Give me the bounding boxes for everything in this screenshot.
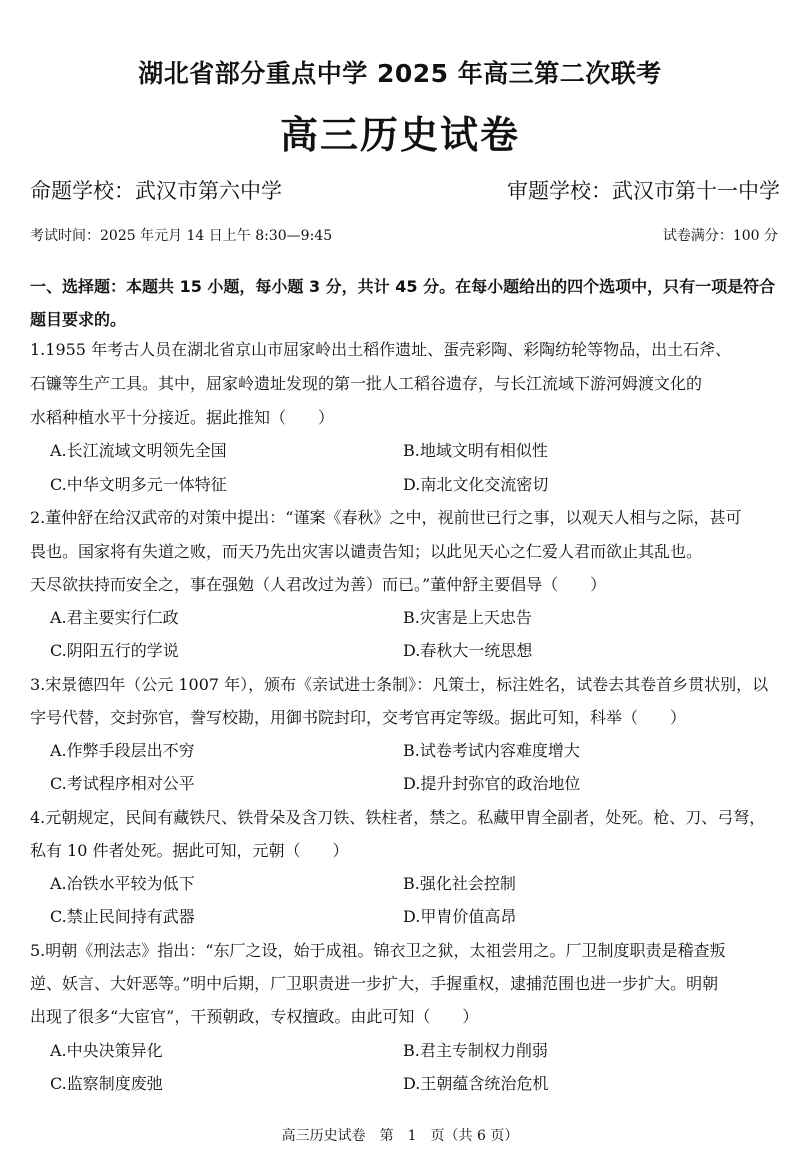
question-4-option-d: D.甲胄价值高昂 [403,907,517,926]
question-3-option-d: D.提升封弥官的政治地位 [403,774,581,793]
exam-title: 湖北省部分重点中学 2025 年高三第二次联考 [138,59,662,88]
question-5-option-a: A.中央决策异化 [50,1041,163,1060]
page-footer: 高三历史试卷 第 1 页（共 6 页） [281,1128,519,1144]
question-1-option-a: A.长江流域文明领先全国 [50,441,227,460]
question-5-option-b: B.君主专制权力削弱 [403,1041,548,1060]
question-2-line-3: 天尽欲扶持而安全之，事在强勉（人君改过为善）而已。”董仲舒主要倡导（ ） [30,575,607,594]
question-1-line-3: 水稻种植水平十分接近。据此推知（ ） [30,408,335,427]
question-4-line-2: 私有 10 件者处死。据此可知，元朝（ ） [30,841,349,860]
question-1-option-c: C.中华文明多元一体特征 [50,475,227,494]
question-2-line-1: 2.董仲舒在给汉武帝的对策中提出：“谨案《春秋》之中，视前世已行之事，以观天人相与之际，甚可 [30,508,742,527]
question-2-option-b: B.灾害是上天忠告 [403,608,532,627]
question-4-option-b: B.强化社会控制 [403,874,516,893]
question-1-option-d: D.南北文化交流密切 [403,475,549,494]
question-2-option-c: C.阴阳五行的学说 [50,641,179,660]
question-1-option-b: B.地域文明有相似性 [403,441,548,460]
question-2-option-a: A.君主要实行仁政 [50,608,179,627]
reviewer-school: 审题学校：武汉市第十一中学 [507,179,780,203]
setter-school: 命题学校：武汉市第六中学 [30,179,282,203]
question-2-option-d: D.春秋大一统思想 [403,641,533,660]
question-3-option-b: B.试卷考试内容难度增大 [403,741,580,760]
question-4-line-1: 4.元朝规定，民间有藏铁尺、铁骨朵及含刀铁、铁柱者，禁之。私藏甲胄全副者，处死。枪、刀、弓弩， [30,808,766,827]
section-instruction: 一、选择题：本题共 15 小题，每小题 3 分，共计 45 分。在每小题给出的四个选项中，只有一项是符合题目要求的。 [30,277,776,329]
question-1-line-1: 1.1955 年考古人员在湖北省京山市屈家岭出土稻作遗址、蛋壳彩陶、彩陶纺轮等物品，出土石斧、 [30,340,732,359]
question-2-line-2: 畏也。国家将有失道之败，而天乃先出灾害以谴责告知；以此见天心之仁爱人君而欲止其乱也。 [30,542,703,561]
question-5-option-c: C.监察制度废弛 [50,1074,163,1093]
exam-meta [30,225,778,245]
question-3-option-c: C.考试程序相对公平 [50,774,195,793]
question-5-option-d: D.王朝蕴含统治危机 [403,1074,549,1093]
exam-time: 考试时间：2025 年元月 14 日上午 8:30—9:45 [30,228,333,244]
question-1-line-2: 石镰等生产工具。其中，屈家岭遗址发现的第一批人工稻谷遗存，与长江流域下游河姆渡文化的 [30,374,703,393]
question-5-line-1: 5.明朝《刑法志》指出：“东厂之设，始于成祖。锦衣卫之狱，太祖尝用之。厂卫制度职责是稽查叛 [30,941,726,960]
school-info [30,175,780,205]
question-5-line-2: 逆、妖言、大奸恶等。”明中后期，厂卫职责进一步扩大，手握重权，逮捕范围也进一步扩大。明朝 [30,974,719,993]
question-3-line-1: 3.宋景德四年（公元 1007 年），颁布《亲试进士条制》：凡策士，标注姓名，试卷去其卷首乡贯状别，以 [30,675,769,694]
question-4-option-c: C.禁止民间持有武器 [50,907,195,926]
question-3-option-a: A.作弊手段层出不穷 [50,741,195,760]
full-score: 试卷满分：100 分 [662,228,778,244]
paper-title: 高三历史试卷 [279,113,520,157]
question-4-option-a: A.冶铁水平较为低下 [50,874,195,893]
question-3-line-2: 字号代替，交封弥官，誊写校勘，用御书院封印，交考官再定等级。据此可知，科举（ ） [30,708,687,727]
question-5-line-3: 出现了很多“大宦官”，干预朝政，专权擅政。由此可知（ ） [30,1007,479,1026]
